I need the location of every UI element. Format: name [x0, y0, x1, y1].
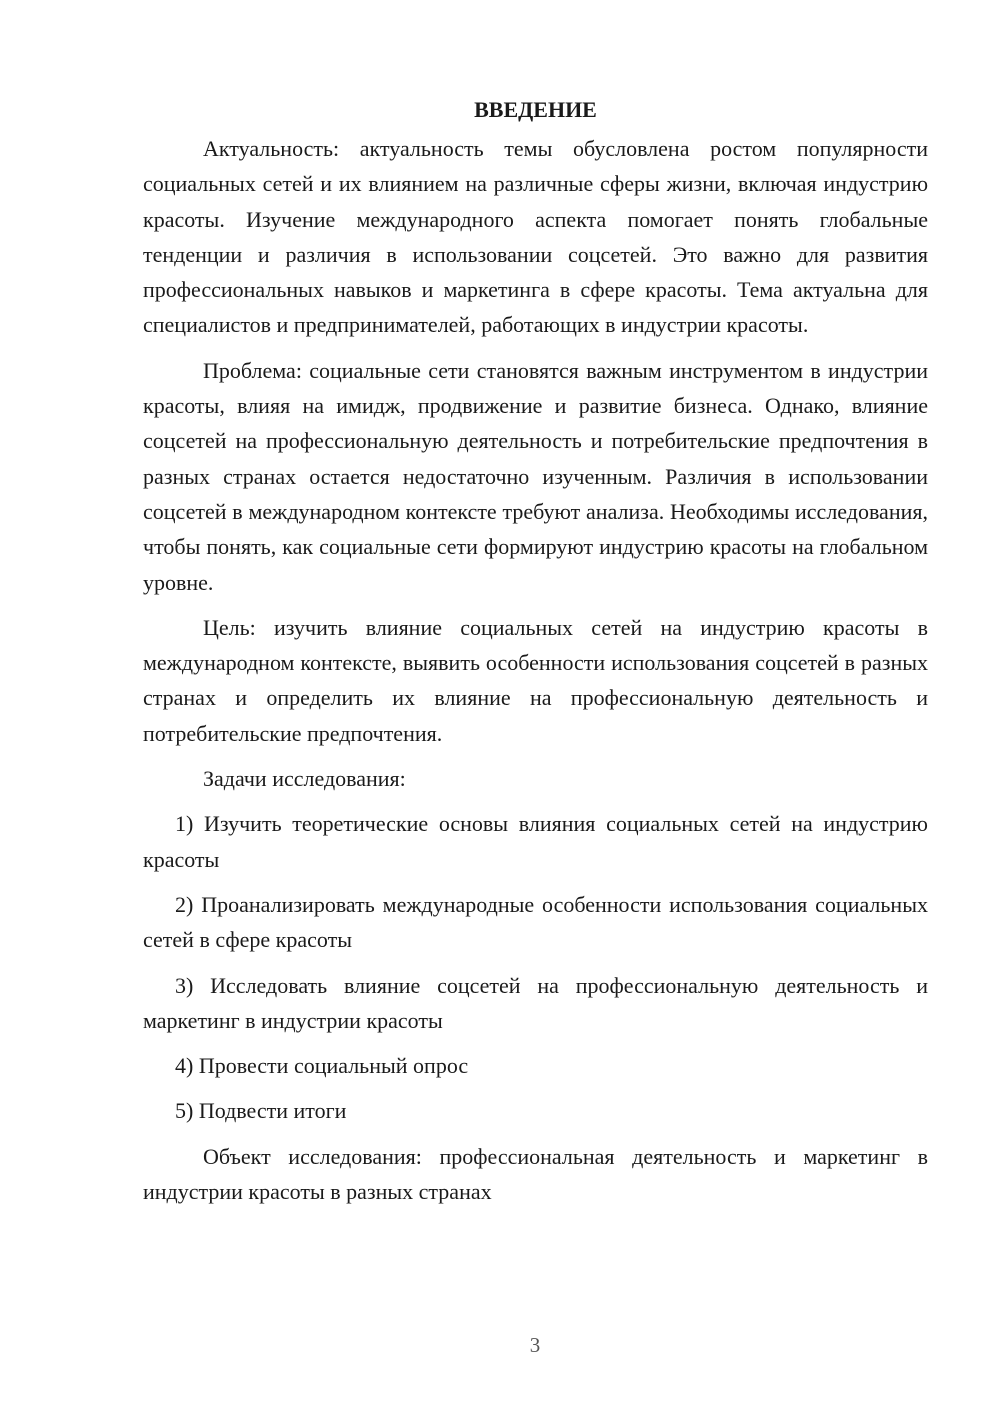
document-page: [143, 92, 928, 1219]
task-item-4: 4) Провести социальный опрос: [175, 1053, 469, 1079]
tasks-heading: Задачи исследования:: [203, 766, 406, 792]
object-paragraph: Объект исследования: профессиональная деятельность и маркетинг в индустрии красоты в разных странах: [143, 1143, 928, 1205]
task-item-2: 2) Проанализировать международные особенности использования социальных сетей в сфере красоты: [143, 891, 928, 953]
page-title: ВВЕДЕНИЕ: [474, 97, 597, 122]
goal-paragraph: Цель: изучить влияние социальных сетей на индустрию красоты в международном контексте, выявить особенности использования соцсетей в разных странах и определить их влияние на профессиональную деятельность и потребительские предпочтения.: [143, 614, 928, 746]
problem-paragraph: Проблема: социальные сети становятся важным инструментом в индустрии красоты, влияя на имидж, продвижение и развитие бизнеса. Однако, влияние соцсетей на профессиональную деятельность и потребительские предпочтения в разных странах остается недостаточно изученным. Различия в использовании соцсетей в международном контексте требуют анализа. Необходимы исследования, чтобы понять, как социальные сети формируют индустрию красоты на глобальном уровне.: [143, 357, 928, 595]
relevance-paragraph: Актуальность: актуальность темы обусловлена ростом популярности социальных сетей и их влиянием на различные сферы жизни, включая индустрию красоты. Изучение международного аспекта помогает понять глобальные тенденции и различия в использовании соцсетей. Это важно для развития профессиональных навыков и маркетинга в сфере красоты. Тема актуальна для специалистов и предпринимателей, работающих в индустрии красоты.: [143, 136, 928, 338]
task-item-1: 1) Изучить теоретические основы влияния социальных сетей на индустрию красоты: [143, 811, 928, 872]
task-item-3: 3) Исследовать влияние соцсетей на профессиональную деятельность и маркетинг в индустрии красоты: [143, 972, 928, 1033]
page-number: 3: [529, 1333, 541, 1357]
task-item-5: 5) Подвести итоги: [175, 1098, 347, 1124]
